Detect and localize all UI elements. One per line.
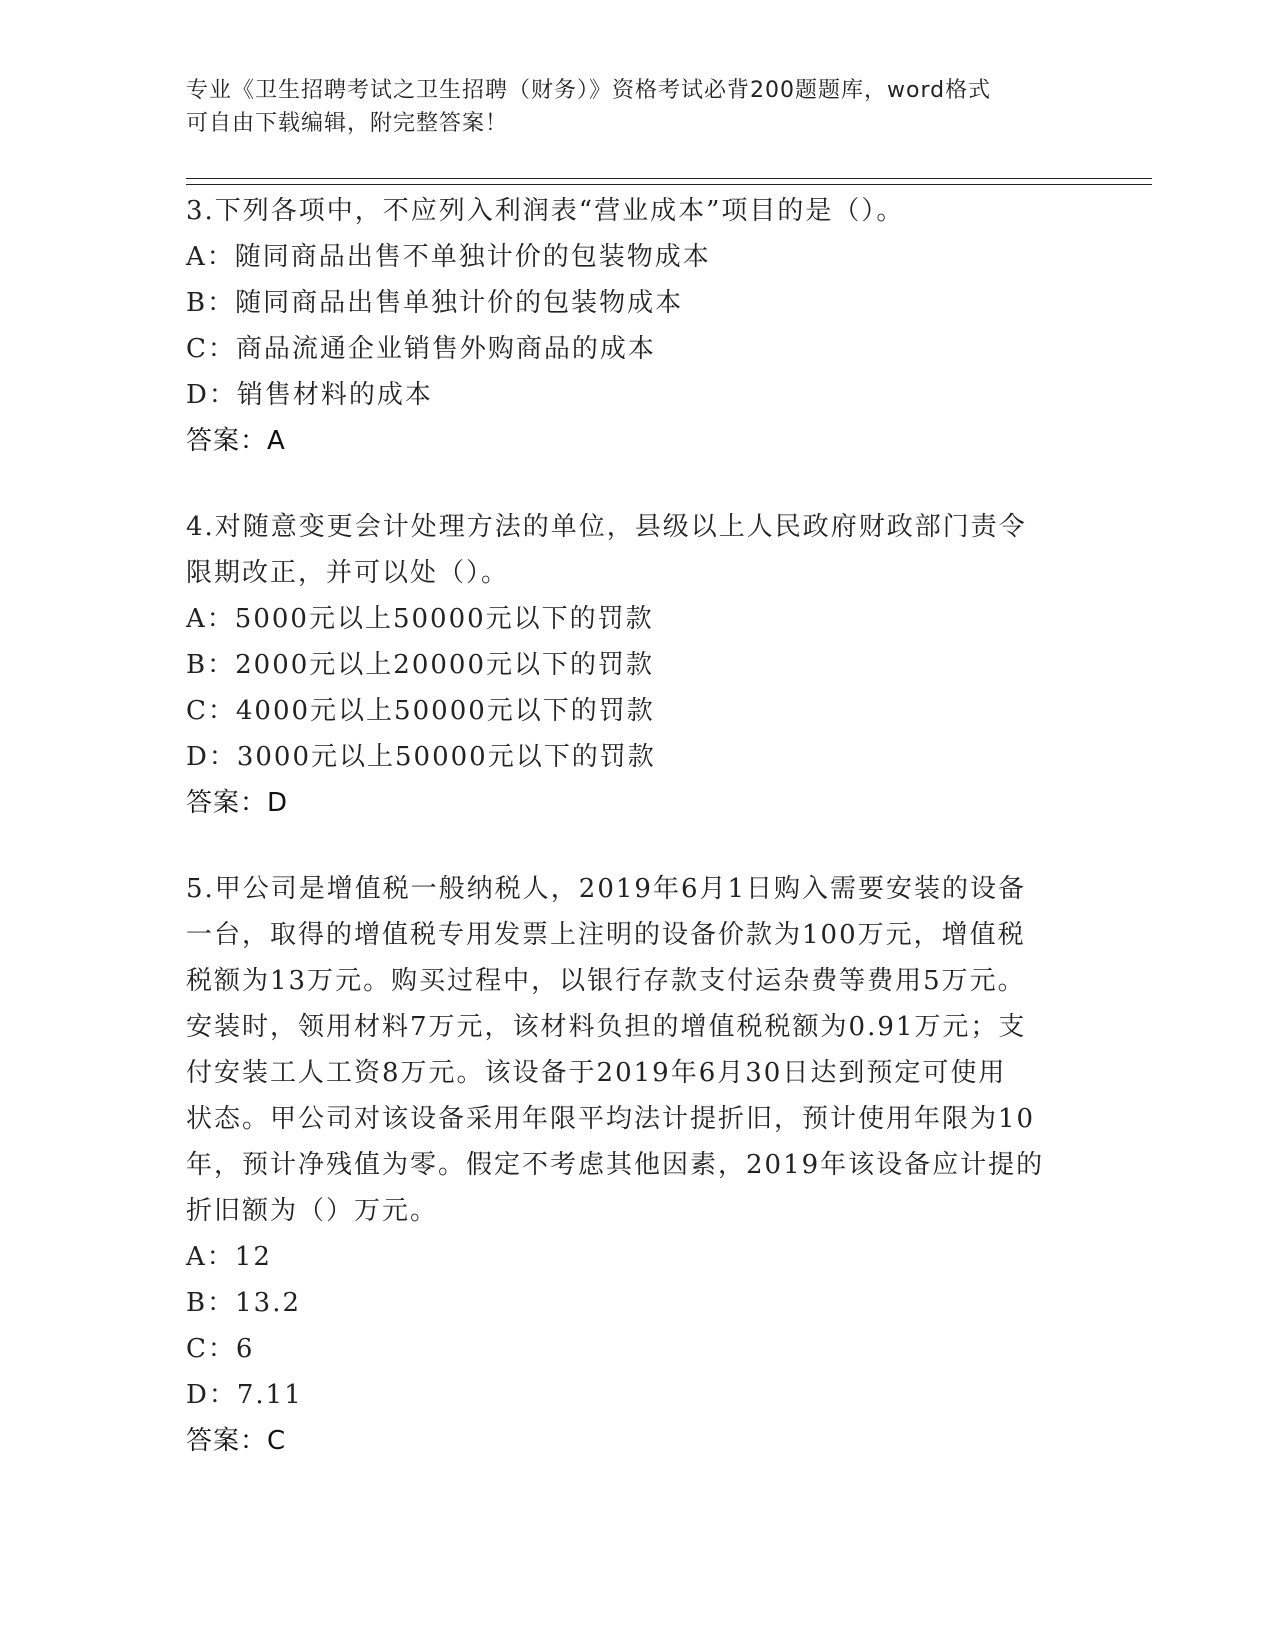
question-text: 税额为13万元。购买过程中，以银行存款支付运杂费等费用5万元。 [186, 966, 1026, 996]
option-a: A：随同商品出售不单独计价的包装物成本 [186, 242, 711, 272]
question-text: 付安装工人工资8万元。该设备于2019年6月30日达到预定可使用 [186, 1058, 1007, 1088]
question-block [186, 504, 1086, 826]
option-c: C：4000元以上50000元以下的罚款 [186, 696, 655, 726]
question-text: 年，预计净残值为零。假定不考虑其他因素，2019年该设备应计提的 [186, 1150, 1045, 1180]
question-text: 折旧额为（）万元。 [186, 1196, 439, 1226]
option-c: C：6 [186, 1334, 255, 1364]
question-block [186, 866, 1086, 1464]
document-header [186, 74, 1086, 140]
option-b: B：随同商品出售单独计价的包装物成本 [186, 288, 684, 318]
question-text: 4.对随意变更会计处理方法的单位，县级以上人民政府财政部门责令 [186, 512, 1027, 542]
question-text: 5.甲公司是增值税一般纳税人，2019年6月1日购入需要安装的设备 [186, 874, 1027, 904]
question-block [186, 188, 1086, 464]
question-text: 限期改正，并可以处（）。 [186, 558, 510, 588]
header-line-1: 专业《卫生招聘考试之卫生招聘（财务）》资格考试必背200题题库，word格式 [186, 78, 992, 103]
question-text: 安装时，领用材料7万元，该材料负担的增值税税额为0.91万元；支 [186, 1012, 1027, 1042]
header-divider-bottom [186, 184, 1152, 185]
question-text: 一台，取得的增值税专用发票上注明的设备价款为100万元，增值税 [186, 920, 1026, 950]
question-list [186, 188, 1086, 1464]
question-text: 3.下列各项中，不应列入利润表“营业成本”项目的是（）。 [186, 196, 905, 226]
answer-label: 答案：A [186, 426, 286, 456]
header-divider-top [186, 178, 1152, 179]
option-d: D：销售材料的成本 [186, 380, 433, 410]
option-a: A：12 [186, 1242, 272, 1272]
answer-label: 答案：C [186, 1426, 287, 1456]
answer-label: 答案：D [186, 788, 289, 818]
option-c: C：商品流通企业销售外购商品的成本 [186, 334, 656, 364]
option-d: D：7.11 [186, 1380, 303, 1410]
header-line-2: 可自由下载编辑，附完整答案！ [186, 111, 509, 136]
option-d: D：3000元以上50000元以下的罚款 [186, 742, 656, 772]
option-a: A：5000元以上50000元以下的罚款 [186, 604, 654, 634]
option-b: B：2000元以上20000元以下的罚款 [186, 650, 654, 680]
question-text: 状态。甲公司对该设备采用年限平均法计提折旧，预计使用年限为10 [186, 1104, 1036, 1134]
option-b: B：13.2 [186, 1288, 301, 1318]
